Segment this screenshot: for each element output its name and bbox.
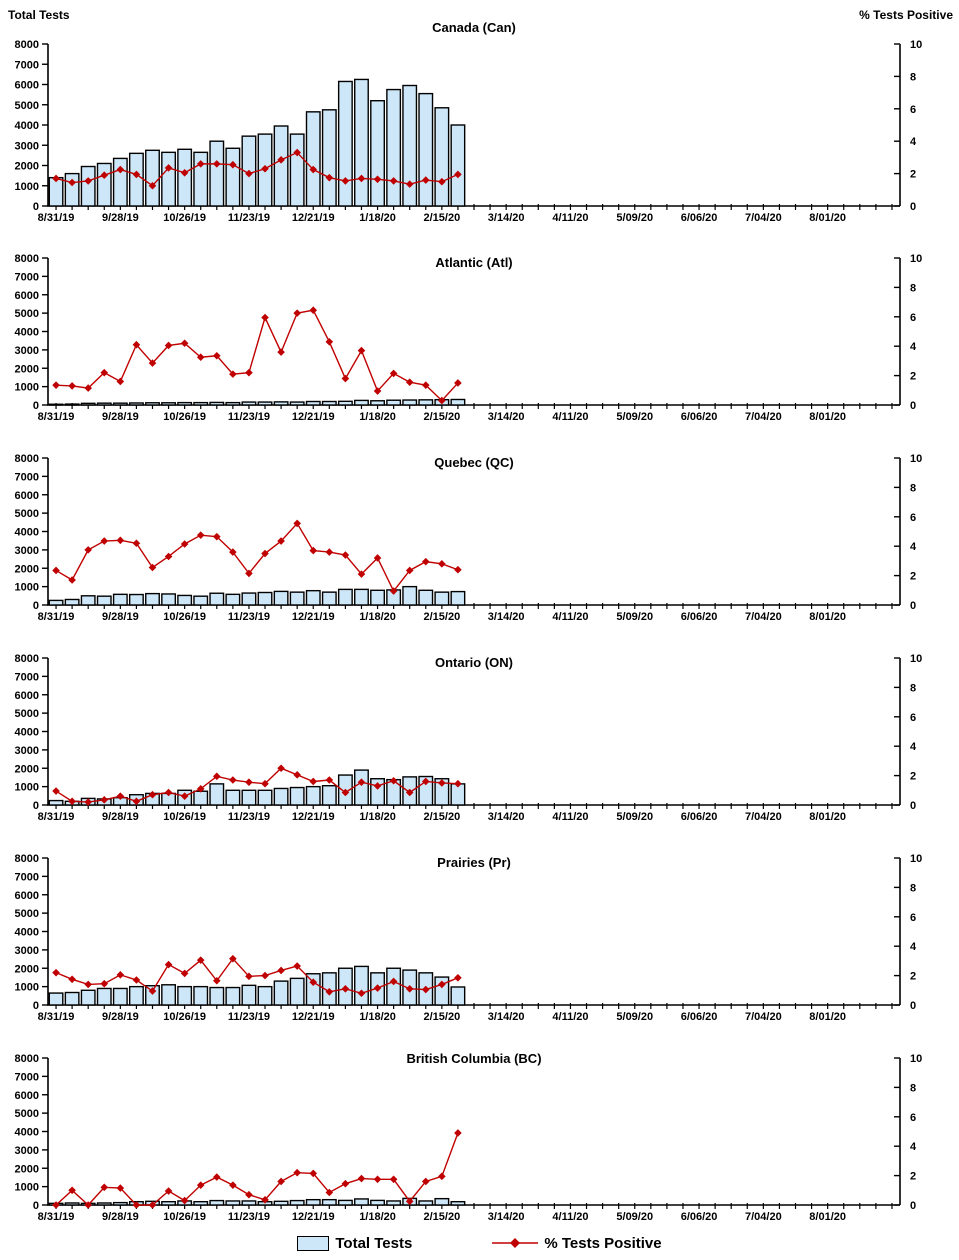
svg-text:7000: 7000 <box>14 671 39 684</box>
svg-text:6/06/20: 6/06/20 <box>680 1011 718 1023</box>
svg-text:10: 10 <box>910 39 923 51</box>
svg-text:4: 4 <box>910 541 917 554</box>
svg-text:8: 8 <box>910 682 917 695</box>
svg-text:8/01/20: 8/01/20 <box>809 811 847 823</box>
svg-text:4: 4 <box>910 941 917 954</box>
svg-text:0: 0 <box>32 600 39 612</box>
svg-text:4/11/20: 4/11/20 <box>552 212 589 224</box>
svg-text:1/18/20: 1/18/20 <box>359 611 396 623</box>
svg-text:4000: 4000 <box>14 326 39 339</box>
svg-text:1000: 1000 <box>14 1181 39 1194</box>
svg-text:5000: 5000 <box>14 99 39 112</box>
svg-text:6: 6 <box>910 1111 917 1124</box>
svg-text:8: 8 <box>910 71 917 84</box>
svg-text:5/09/20: 5/09/20 <box>616 811 654 823</box>
svg-text:11/23/19: 11/23/19 <box>227 1011 271 1023</box>
svg-text:11/23/19: 11/23/19 <box>227 212 271 224</box>
svg-text:2: 2 <box>910 370 917 383</box>
svg-text:12/21/19: 12/21/19 <box>291 611 335 623</box>
svg-text:12/21/19: 12/21/19 <box>291 811 335 823</box>
svg-text:8/31/19: 8/31/19 <box>37 611 75 623</box>
svg-text:6000: 6000 <box>14 1089 39 1102</box>
svg-text:10: 10 <box>910 253 923 265</box>
svg-text:1000: 1000 <box>14 781 39 794</box>
svg-text:4/11/20: 4/11/20 <box>552 1011 589 1023</box>
svg-text:1000: 1000 <box>14 381 39 394</box>
svg-text:11/23/19: 11/23/19 <box>227 611 271 623</box>
svg-text:2000: 2000 <box>14 1163 39 1176</box>
svg-text:5/09/20: 5/09/20 <box>616 611 654 623</box>
svg-text:6000: 6000 <box>14 489 39 502</box>
svg-text:10: 10 <box>910 1053 923 1065</box>
svg-text:11/23/19: 11/23/19 <box>227 411 271 423</box>
svg-text:8: 8 <box>910 882 917 895</box>
svg-text:4/11/20: 4/11/20 <box>552 1211 589 1223</box>
svg-text:2: 2 <box>910 570 917 583</box>
legend-bar-label: Total Tests <box>335 1234 413 1252</box>
chart-block-prairies <box>0 830 959 1030</box>
svg-text:2000: 2000 <box>14 563 39 576</box>
svg-text:7000: 7000 <box>14 271 39 284</box>
svg-text:2/15/20: 2/15/20 <box>423 811 461 823</box>
svg-text:8/01/20: 8/01/20 <box>809 212 847 224</box>
svg-text:1/18/20: 1/18/20 <box>359 212 396 224</box>
svg-text:6: 6 <box>910 711 917 724</box>
svg-text:11/23/19: 11/23/19 <box>227 811 271 823</box>
svg-text:6/06/20: 6/06/20 <box>680 611 718 623</box>
svg-text:10/26/19: 10/26/19 <box>163 611 207 623</box>
svg-text:2/15/20: 2/15/20 <box>423 1211 461 1223</box>
svg-text:7000: 7000 <box>14 871 39 884</box>
svg-text:8: 8 <box>910 1082 917 1095</box>
legend-item-pct-positive <box>492 1235 661 1252</box>
svg-text:12/21/19: 12/21/19 <box>291 1011 335 1023</box>
svg-text:5000: 5000 <box>14 908 39 921</box>
svg-text:1/18/20: 1/18/20 <box>359 1211 396 1223</box>
svg-text:8/01/20: 8/01/20 <box>809 611 847 623</box>
svg-text:8/31/19: 8/31/19 <box>37 411 75 423</box>
svg-text:7/04/20: 7/04/20 <box>745 411 782 423</box>
svg-text:7000: 7000 <box>14 471 39 484</box>
svg-text:8/31/19: 8/31/19 <box>37 1211 75 1223</box>
svg-text:10/26/19: 10/26/19 <box>163 411 207 423</box>
svg-text:0: 0 <box>910 800 917 812</box>
left-axis-title: Total Tests <box>8 8 70 22</box>
svg-text:10: 10 <box>910 853 923 865</box>
svg-text:4000: 4000 <box>14 726 39 739</box>
svg-text:8: 8 <box>910 482 917 495</box>
svg-text:1000: 1000 <box>14 180 39 193</box>
svg-text:9/28/19: 9/28/19 <box>101 411 139 423</box>
svg-text:2: 2 <box>910 970 917 983</box>
svg-text:3/14/20: 3/14/20 <box>487 1211 525 1223</box>
svg-text:0: 0 <box>32 1200 39 1212</box>
svg-text:7/04/20: 7/04/20 <box>745 611 782 623</box>
svg-text:8000: 8000 <box>14 453 39 465</box>
svg-text:4/11/20: 4/11/20 <box>552 411 589 423</box>
svg-text:2/15/20: 2/15/20 <box>423 611 461 623</box>
svg-text:8/31/19: 8/31/19 <box>37 1011 75 1023</box>
svg-text:4/11/20: 4/11/20 <box>552 611 589 623</box>
chart-block-quebec <box>0 430 959 630</box>
svg-text:8000: 8000 <box>14 39 39 51</box>
svg-text:2000: 2000 <box>14 763 39 776</box>
svg-text:3/14/20: 3/14/20 <box>487 611 525 623</box>
chart-title-ontario: Ontario (ON) <box>435 655 513 670</box>
svg-text:0: 0 <box>910 1200 917 1212</box>
svg-text:11/23/19: 11/23/19 <box>227 1211 271 1223</box>
chart-block-canada <box>0 0 959 230</box>
svg-text:8/01/20: 8/01/20 <box>809 1011 847 1023</box>
svg-text:8000: 8000 <box>14 253 39 265</box>
svg-text:5000: 5000 <box>14 308 39 321</box>
svg-text:9/28/19: 9/28/19 <box>101 1011 139 1023</box>
svg-text:3000: 3000 <box>14 944 39 957</box>
chart-block-ontario <box>0 630 959 830</box>
svg-text:7/04/20: 7/04/20 <box>745 1211 782 1223</box>
svg-text:9/28/19: 9/28/19 <box>101 811 139 823</box>
svg-text:8/01/20: 8/01/20 <box>809 411 847 423</box>
svg-text:4: 4 <box>910 1141 917 1154</box>
svg-text:9/28/19: 9/28/19 <box>101 611 139 623</box>
svg-text:2/15/20: 2/15/20 <box>423 411 461 423</box>
svg-text:1/18/20: 1/18/20 <box>359 811 396 823</box>
svg-text:2000: 2000 <box>14 963 39 976</box>
svg-text:5/09/20: 5/09/20 <box>616 212 654 224</box>
svg-text:4000: 4000 <box>14 926 39 939</box>
svg-text:6000: 6000 <box>14 689 39 702</box>
chart-block-atlantic <box>0 230 959 430</box>
chart-title-canada: Canada (Can) <box>432 20 516 35</box>
svg-text:5/09/20: 5/09/20 <box>616 1011 654 1023</box>
svg-text:0: 0 <box>32 1000 39 1012</box>
svg-text:2/15/20: 2/15/20 <box>423 212 461 224</box>
svg-text:10/26/19: 10/26/19 <box>163 1211 207 1223</box>
svg-text:3/14/20: 3/14/20 <box>487 411 525 423</box>
svg-text:3/14/20: 3/14/20 <box>487 1011 525 1023</box>
svg-text:3000: 3000 <box>14 344 39 357</box>
legend <box>0 1228 959 1258</box>
svg-text:12/21/19: 12/21/19 <box>291 411 335 423</box>
svg-text:3/14/20: 3/14/20 <box>487 811 525 823</box>
svg-text:2: 2 <box>910 168 917 181</box>
svg-text:8/01/20: 8/01/20 <box>809 1211 847 1223</box>
svg-text:4: 4 <box>910 341 917 354</box>
svg-text:2/15/20: 2/15/20 <box>423 1011 461 1023</box>
svg-text:4/11/20: 4/11/20 <box>552 811 589 823</box>
svg-text:0: 0 <box>910 600 917 612</box>
svg-text:6/06/20: 6/06/20 <box>680 411 718 423</box>
svg-text:1000: 1000 <box>14 981 39 994</box>
svg-text:0: 0 <box>32 201 39 213</box>
svg-text:8/31/19: 8/31/19 <box>37 212 75 224</box>
svg-text:0: 0 <box>32 800 39 812</box>
svg-text:7000: 7000 <box>14 1071 39 1084</box>
svg-text:3000: 3000 <box>14 1144 39 1157</box>
svg-text:3000: 3000 <box>14 140 39 153</box>
svg-text:0: 0 <box>32 400 39 412</box>
svg-text:6000: 6000 <box>14 289 39 302</box>
svg-text:6: 6 <box>910 103 917 116</box>
svg-text:0: 0 <box>910 201 917 213</box>
chart-title-british-columbia: British Columbia (BC) <box>406 1051 542 1066</box>
chart-title-prairies: Prairies (Pr) <box>437 855 511 870</box>
svg-text:3000: 3000 <box>14 744 39 757</box>
svg-text:1/18/20: 1/18/20 <box>359 1011 396 1023</box>
svg-text:5/09/20: 5/09/20 <box>616 1211 654 1223</box>
chart-block-british-columbia <box>0 1030 959 1230</box>
svg-text:8000: 8000 <box>14 853 39 865</box>
svg-text:9/28/19: 9/28/19 <box>101 212 139 224</box>
legend-item-total-tests <box>297 1235 412 1252</box>
chart-title-atlantic: Atlantic (Atl) <box>435 255 513 270</box>
svg-text:6: 6 <box>910 911 917 924</box>
svg-text:2: 2 <box>910 770 917 783</box>
legend-line-marker-icon <box>492 1237 538 1249</box>
svg-text:10/26/19: 10/26/19 <box>163 1011 207 1023</box>
svg-text:8000: 8000 <box>14 1053 39 1065</box>
svg-text:10/26/19: 10/26/19 <box>163 811 207 823</box>
right-axis-title: % Tests Positive <box>859 8 953 22</box>
svg-text:10: 10 <box>910 653 923 665</box>
svg-text:1000: 1000 <box>14 581 39 594</box>
svg-text:8: 8 <box>910 282 917 295</box>
svg-text:5000: 5000 <box>14 708 39 721</box>
svg-text:2000: 2000 <box>14 363 39 376</box>
svg-text:6/06/20: 6/06/20 <box>680 811 718 823</box>
svg-text:5000: 5000 <box>14 508 39 521</box>
svg-text:2: 2 <box>910 1170 917 1183</box>
svg-text:7000: 7000 <box>14 59 39 72</box>
svg-text:0: 0 <box>910 400 917 412</box>
svg-text:0: 0 <box>910 1000 917 1012</box>
svg-text:4: 4 <box>910 741 917 754</box>
chart-title-quebec: Quebec (QC) <box>434 455 514 470</box>
svg-text:6: 6 <box>910 311 917 324</box>
svg-text:12/21/19: 12/21/19 <box>291 212 335 224</box>
svg-text:12/21/19: 12/21/19 <box>291 1211 335 1223</box>
legend-line-label: % Tests Positive <box>544 1234 662 1252</box>
svg-text:5/09/20: 5/09/20 <box>616 411 654 423</box>
svg-text:5000: 5000 <box>14 1108 39 1121</box>
svg-text:10/26/19: 10/26/19 <box>163 212 207 224</box>
svg-text:4: 4 <box>910 136 917 149</box>
svg-text:6000: 6000 <box>14 79 39 92</box>
svg-text:6: 6 <box>910 511 917 524</box>
svg-text:1/18/20: 1/18/20 <box>359 411 396 423</box>
svg-text:7/04/20: 7/04/20 <box>745 811 782 823</box>
svg-text:10: 10 <box>910 453 923 465</box>
svg-text:2000: 2000 <box>14 160 39 173</box>
svg-text:6/06/20: 6/06/20 <box>680 212 718 224</box>
legend-bar-swatch-icon <box>297 1236 329 1251</box>
svg-text:4000: 4000 <box>14 526 39 539</box>
svg-text:7/04/20: 7/04/20 <box>745 212 782 224</box>
svg-text:6/06/20: 6/06/20 <box>680 1211 718 1223</box>
svg-text:3000: 3000 <box>14 544 39 557</box>
svg-text:9/28/19: 9/28/19 <box>101 1211 139 1223</box>
svg-text:4000: 4000 <box>14 120 39 132</box>
svg-text:4000: 4000 <box>14 1126 39 1139</box>
svg-text:8/31/19: 8/31/19 <box>37 811 75 823</box>
svg-text:7/04/20: 7/04/20 <box>745 1011 782 1023</box>
svg-text:6000: 6000 <box>14 889 39 902</box>
svg-text:8000: 8000 <box>14 653 39 665</box>
svg-text:3/14/20: 3/14/20 <box>487 212 525 224</box>
